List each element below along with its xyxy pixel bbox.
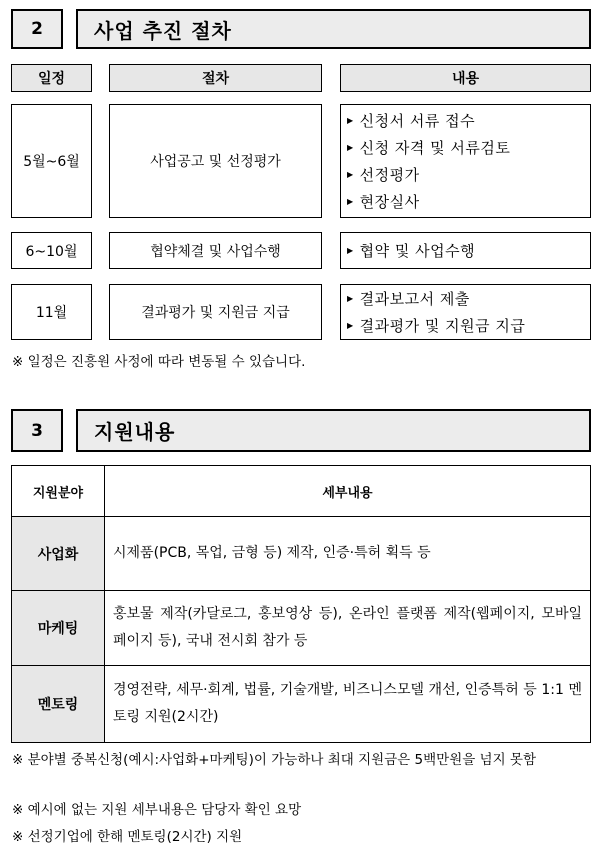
table-header-row <box>12 466 591 517</box>
table-row <box>12 517 591 591</box>
list-item: ▶ 신청 자격 및 서류검토 <box>347 139 511 157</box>
header-field: 지원분야 <box>12 466 105 517</box>
list-item: ▶ 결과평가 및 지원금 지급 <box>347 317 526 335</box>
support-note-1: ※ 분야별 중복신청(예시:사업화+마케팅)이 가능하나 최대 지원금은 5백만원을 넘지 못함 <box>12 752 537 768</box>
schedule-cell-3: 11월 <box>11 284 92 340</box>
procedure-cell-2: 협약체결 및 사업수행 <box>109 232 322 269</box>
triangle-bullet-icon: ▶ <box>347 116 354 125</box>
schedule-note: ※ 일정은 진흥원 사정에 따라 변동될 수 있습니다. <box>12 354 306 370</box>
support-note-2: ※ 예시에 없는 지원 세부내용은 담당자 확인 요망 <box>12 802 302 818</box>
schedule-cell-2: 6~10월 <box>11 232 92 269</box>
schedule-cell-1: 5월~6월 <box>11 104 92 218</box>
field-cell: 멘토링 <box>12 666 105 743</box>
triangle-bullet-icon: ▶ <box>347 170 354 179</box>
list-item: ▶ 신청서 서류 접수 <box>347 112 476 130</box>
list-item: ▶ 결과보고서 제출 <box>347 290 470 308</box>
header-schedule: 일정 <box>11 64 92 92</box>
header-procedure: 절차 <box>109 64 322 92</box>
procedure-cell-1: 사업공고 및 선정평가 <box>109 104 322 218</box>
detail-cell: 시제품(PCB, 목업, 금형 등) 제작, 인증·특허 획득 등 <box>105 517 591 591</box>
section-title-2: 사업 추진 절차 <box>76 9 591 49</box>
table-row <box>12 666 591 743</box>
detail-cell: 경영전략, 세무·회계, 법률, 기술개발, 비즈니스모델 개선, 인증특허 등 1:1 멘토링 지원(2시간) <box>105 666 591 743</box>
field-cell: 사업화 <box>12 517 105 591</box>
header-detail: 세부내용 <box>105 466 591 517</box>
content-cell-2 <box>340 232 591 269</box>
header-content: 내용 <box>340 64 591 92</box>
list-item: ▶ 현장실사 <box>347 193 420 211</box>
triangle-bullet-icon: ▶ <box>347 246 354 255</box>
list-item: ▶ 협약 및 사업수행 <box>347 242 476 260</box>
section-title-3: 지원내용 <box>76 409 591 452</box>
content-cell-3 <box>340 284 591 340</box>
section-number-3: 3 <box>11 409 63 452</box>
field-cell: 마케팅 <box>12 591 105 666</box>
list-item: ▶ 선정평가 <box>347 166 420 184</box>
support-note-3: ※ 선정기업에 한해 멘토링(2시간) 지원 <box>12 829 243 845</box>
table-row <box>12 591 591 666</box>
section-number-2: 2 <box>11 9 63 49</box>
content-cell-1 <box>340 104 591 218</box>
triangle-bullet-icon: ▶ <box>347 197 354 206</box>
triangle-bullet-icon: ▶ <box>347 294 354 303</box>
triangle-bullet-icon: ▶ <box>347 321 354 330</box>
support-table <box>11 465 591 743</box>
procedure-cell-3: 결과평가 및 지원금 지급 <box>109 284 322 340</box>
detail-cell: 홍보물 제작(카달로그, 홍보영상 등), 온라인 플랫폼 제작(웹페이지, 모바일 페이지 등), 국내 전시회 참가 등 <box>105 591 591 666</box>
triangle-bullet-icon: ▶ <box>347 143 354 152</box>
